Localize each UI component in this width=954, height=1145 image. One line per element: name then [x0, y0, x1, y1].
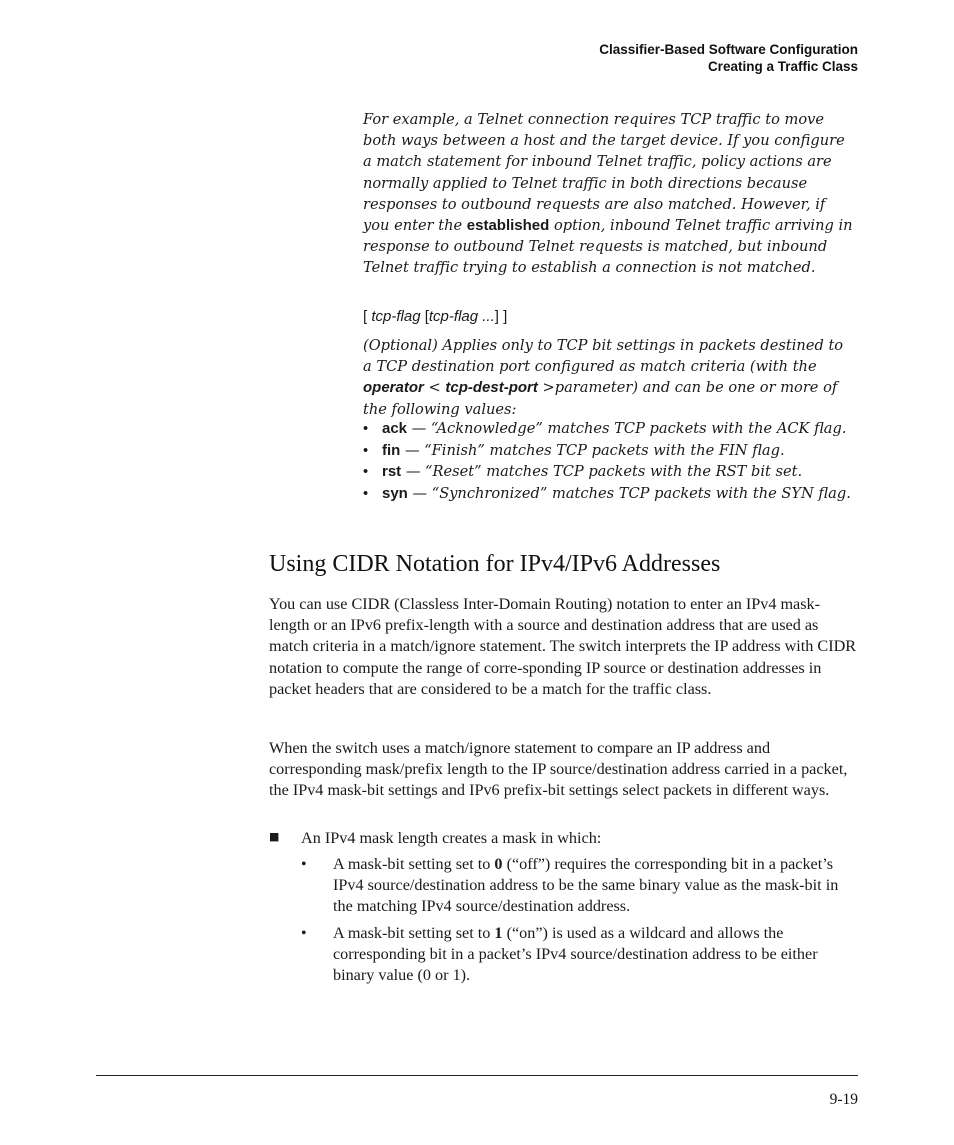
mask-bit-zero-before: A mask-bit setting set to: [333, 855, 495, 873]
flag-name: fin: [382, 441, 401, 459]
bullet: •: [301, 856, 307, 873]
header-chapter: Classifier-Based Software Configuration: [599, 42, 858, 57]
operator-keyword: operator: [363, 379, 424, 397]
flag-name: rst: [382, 463, 402, 480]
flag-description: — “Synchronized” matches TCP packets with the SYN flag.: [407, 484, 851, 502]
list-item: [363, 485, 858, 503]
tcp-flag-desc-part2: >parameter) and can be one or more of the following values:: [363, 379, 838, 418]
list-item: [363, 420, 858, 438]
flag-description: — “Acknowledge” matches TCP packets with the ACK flag.: [407, 420, 847, 437]
tcp-flag-desc-part1: (Optional) Applies only to TCP bit settings in packets destined to a TCP destination port configured as match criteria (with the: [363, 337, 844, 376]
mask-bit-one-text: [333, 923, 857, 987]
syntax-tcp-flag: tcp-flag: [371, 308, 421, 325]
tcp-flag-list: [363, 420, 858, 506]
page-number: 9-19: [829, 1091, 858, 1108]
list-item: [363, 442, 858, 460]
flag-description: — “Finish” matches TCP packets with the FIN flag.: [400, 441, 785, 459]
bullet: •: [363, 421, 369, 437]
established-text-after: option, inbound Telnet traffic arriving in response to outbound Telnet requests is matched, but inbound Telnet traffic trying to establish a connection is not matched.: [363, 217, 853, 277]
match-paragraph: When the switch uses a match/ignore statement to compare an IP address and corresponding mask/prefix length to the IP source/destination address carried in a packet, the IPv4 mask-bit settings and IPv6 prefix-bit settings select packets in different ways.: [269, 739, 848, 800]
flag-name: syn: [382, 484, 408, 502]
bit-value-one: 1: [494, 924, 503, 942]
syntax-mid-bracket: [: [420, 308, 429, 325]
less-than: <: [423, 379, 446, 397]
bullet: •: [363, 442, 369, 459]
established-paragraph: [363, 109, 855, 279]
tcp-dest-port-keyword: tcp-dest-port: [445, 379, 538, 397]
bullet: •: [363, 485, 369, 502]
established-keyword: established: [466, 217, 550, 235]
bullet: •: [363, 464, 369, 480]
mask-bit-zero-text: [333, 854, 857, 918]
flag-description: — “Reset” matches TCP packets with the RST bit set.: [401, 463, 803, 480]
mask-bit-one-after: (“on”) is used as a wildcard and allows the corresponding bit in a packet’s IPv4 source/destination address to be either binary value (0 or 1).: [333, 924, 818, 985]
footer-rule: [96, 1075, 858, 1076]
square-bullet-icon: ■: [269, 830, 280, 843]
running-header: [599, 41, 858, 75]
mask-bit-zero-after: (“off”) requires the corresponding bit in a packet’s IPv4 source/destination address to be the same binary value as the mask-bit in the matching IPv4 source/destination address.: [333, 855, 839, 916]
mask-bit-one-before: A mask-bit setting set to: [333, 924, 495, 942]
bullet: •: [301, 925, 307, 942]
ipv4-list-text: An IPv4 mask length creates a mask in which:: [301, 829, 602, 847]
cidr-paragraph: You can use CIDR (Classless Inter-Domain Routing) notation to enter an IPv4 mask-length or an IPv6 prefix-length with a source and destination address that are used as match criteria in a match/ignore statement. The switch interprets the IP address with CIDR notation to compute the range of corre-sponding IP source or destination addresses in packet headers that are considered to be a match for the traffic class.: [269, 595, 857, 698]
tcp-flag-description: [363, 335, 855, 420]
syntax-open-bracket: [: [363, 308, 372, 325]
section-title: Using CIDR Notation for IPv4/IPv6 Addresses: [269, 551, 721, 577]
established-text-before: For example, a Telnet connection requires TCP traffic to move both ways between a host and the target device. If you configure a match statement for inbound Telnet traffic, policy actions are normally applied to Telnet traffic in both directions because responses to outbound requests are also matched. However, if you enter the: [363, 111, 845, 235]
bit-value-zero: 0: [494, 855, 503, 873]
tcp-flag-syntax: [363, 307, 507, 327]
list-item: [363, 463, 858, 481]
header-section: Creating a Traffic Class: [707, 59, 858, 74]
syntax-tcp-flag-more: tcp-flag ...: [428, 308, 495, 325]
syntax-close-bracket: ] ]: [494, 308, 508, 325]
flag-name: ack: [382, 420, 408, 437]
